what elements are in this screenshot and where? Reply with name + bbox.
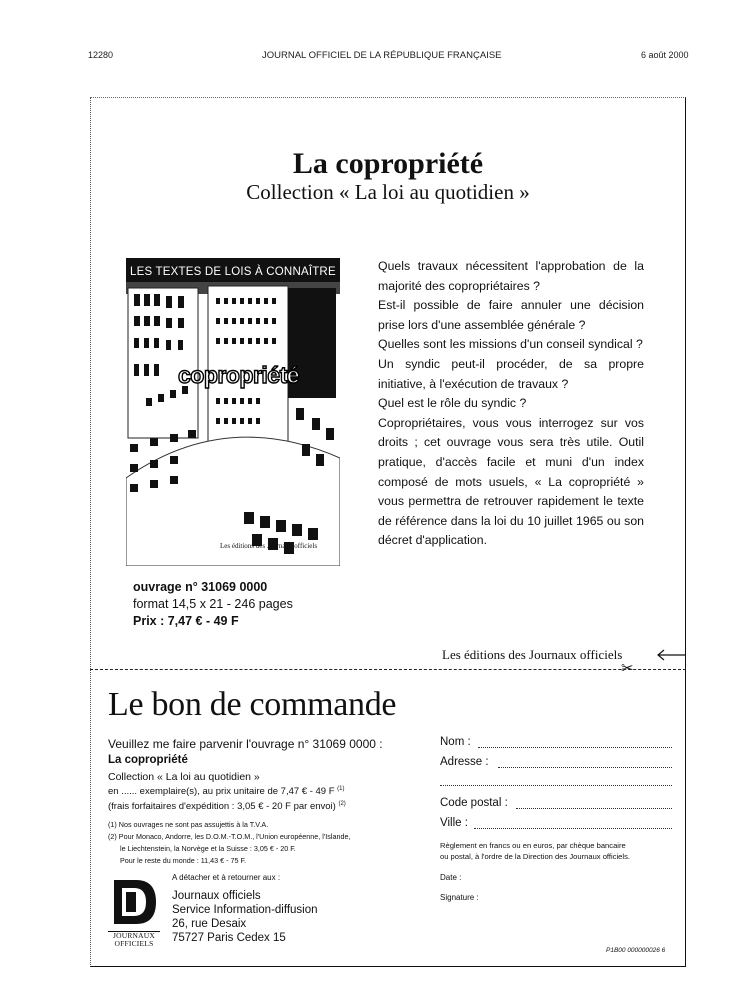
- book-format: format 14,5 x 21 - 246 pages: [133, 597, 293, 611]
- fee-text: (frais forfaitaires d'expédition : 3,05 € - 20 F par envoi): [108, 801, 336, 813]
- question-3: Quelles sont les missions d'un conseil syndical ?: [378, 337, 643, 352]
- address-line-4: 75727 Paris Cedex 15: [172, 932, 286, 944]
- detach-note: A détacher et à retourner aux :: [172, 873, 281, 882]
- cover-banner: LES TEXTES DE LOIS À CONNAÎTRE: [130, 266, 336, 278]
- arrow-left-icon: [656, 648, 686, 662]
- journaux-officiels-logo: [108, 878, 160, 948]
- order-heading: Le bon de commande: [108, 686, 397, 723]
- address-line-1: Journaux officiels: [172, 890, 261, 902]
- question-2: Est-il possible de faire annuler une décision prise lors d'une assemblée générale ?: [378, 298, 644, 332]
- order-book-title: La copropriété: [108, 754, 188, 766]
- order-code: P1B00 000000026 6: [606, 947, 666, 954]
- book-cover: [126, 258, 340, 566]
- nom-field[interactable]: [478, 747, 672, 748]
- ad-title: La copropriété: [292, 147, 484, 180]
- mailing-address: [172, 889, 318, 945]
- ville-field[interactable]: [474, 828, 672, 829]
- question-1: Quels travaux nécessitent l'approbation de la majorité des copropriétaires ?: [378, 259, 644, 293]
- address-line-2: Service Information-diffusion: [172, 904, 318, 916]
- order-quantity-line[interactable]: [108, 786, 345, 797]
- nom-label: Nom :: [440, 736, 471, 748]
- publisher-line: Les éditions des Journaux officiels: [442, 647, 623, 662]
- ad-subtitle: Collection « La loi au quotidien »: [246, 180, 530, 204]
- signature-label: Signature :: [440, 893, 479, 902]
- footnote-ref-2: (2): [338, 801, 346, 807]
- book-price: Prix : 7,47 € - 49 F: [133, 614, 239, 628]
- note-4: Pour le reste du monde : 11,43 € - 75 F.: [120, 856, 247, 865]
- adresse-field-line-2[interactable]: [440, 785, 672, 786]
- logo-text-1: JOURNAUX: [112, 931, 156, 940]
- order-notes: [108, 819, 408, 867]
- ville-label: Ville :: [440, 817, 468, 829]
- payment-line-1: Règlement en francs ou en euros, par chèque bancaire: [440, 841, 626, 850]
- cover-title: copropriété: [178, 362, 300, 388]
- description: Copropriétaires, vous vous interrogez sur vos droits ; cet ouvrage vous sera très utile. Outil pratique, d'accès facile et muni d'un index composé de mots usuels, « La copropriété » vous permettra de retrouver rapidement le texte de référence dans la loi du 10 juillet 1965 ou son décret d'application.: [378, 415, 644, 548]
- date-label: Date :: [440, 873, 462, 882]
- order-fee-line: [108, 801, 346, 812]
- scissors-icon: ✂: [621, 659, 634, 677]
- order-collection: Collection « La loi au quotidien »: [108, 771, 260, 783]
- journal-title: JOURNAL OFFICIEL DE LA RÉPUBLIQUE FRANÇAISE: [262, 50, 502, 61]
- adresse-field[interactable]: [498, 767, 672, 768]
- note-3: le Liechtenstein, la Norvège et la Suisse : 3,05 € - 20 F.: [120, 844, 296, 853]
- header-date: 6 août 2000: [641, 50, 689, 60]
- address-line-3: 26, rue Desaix: [172, 918, 247, 930]
- ouvrage-number: ouvrage n° 31069 0000: [133, 580, 268, 594]
- quantity-text: en ...... exemplaire(s), au prix unitaire de 7,47 € - 49 F: [108, 786, 335, 798]
- code-postal-field[interactable]: [516, 808, 672, 809]
- cut-line: [90, 669, 686, 670]
- logo-mark-icon: [108, 878, 160, 926]
- question-4: Un syndic peut-il procéder, de sa propre initiative, à l'exécution de travaux ?: [378, 356, 644, 391]
- page-number: 12280: [88, 50, 114, 60]
- note-2: (2) Pour Monaco, Andorre, les D.O.M.-T.O.M., l'Union européenne, l'Islande,: [108, 832, 351, 841]
- note-1: (1) Nos ouvrages ne sont pas assujettis à la T.V.A.: [108, 820, 269, 829]
- question-5: Quel est le rôle du syndic ?: [378, 396, 527, 411]
- cover-art: [126, 258, 340, 566]
- payment-line-2: ou postal, à l'ordre de la Direction des Journaux officiels.: [440, 852, 630, 861]
- adresse-label: Adresse :: [440, 756, 489, 768]
- footnote-ref-1: (1): [337, 786, 345, 792]
- cover-publisher: Les éditions des Journaux officiels: [220, 542, 318, 550]
- code-postal-label: Code postal :: [440, 797, 508, 809]
- order-request: Veuillez me faire parvenir l'ouvrage n° 31069 0000 :: [108, 737, 383, 751]
- ad-description: [378, 257, 644, 551]
- payment-note: [440, 840, 630, 862]
- logo-text-2: OFFICIELS: [114, 939, 154, 948]
